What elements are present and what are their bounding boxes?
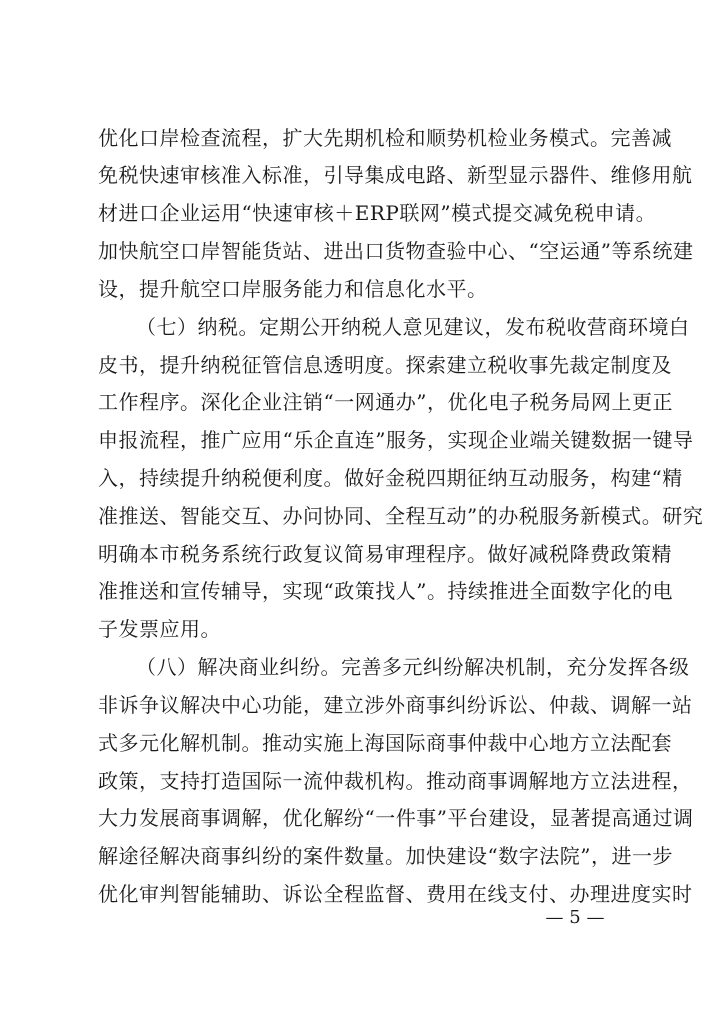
text-line: 设，提升航空口岸服务能力和信息化水平。 (98, 277, 488, 301)
text-line: 入，持续提升纳税便利度。做好金税四期征纳互动服务，构建“精 (98, 466, 683, 490)
section-heading-line: （七）纳税。定期公开纳税人意见建议，发布税收营商环境白 (136, 315, 690, 339)
text-line: 子发票应用。 (98, 617, 221, 641)
text-line: 加快航空口岸智能货站、进出口货物查验中心、“空运通”等系统建 (98, 239, 694, 263)
text-line: 免税快速审核准入标准，引导集成电路、新型显示器件、维修用航 (98, 163, 693, 187)
page-number: — 5 — (545, 907, 605, 928)
text-line: 明确本市税务系统行政复议简易审理程序。做好减税降费政策精 (98, 542, 672, 566)
text-line: 优化口岸检查流程，扩大先期机检和顺势机检业务模式。完善减 (98, 126, 672, 150)
text-line: 皮书，提升纳税征管信息透明度。探索建立税收事先裁定制度及 (98, 353, 672, 377)
text-line: 材进口企业运用“快速审核＋ERP联网”模式提交减免税申请。 (98, 201, 657, 225)
text-line: 申报流程，推广应用“乐企直连”服务，实现企业端关键数据一键导 (98, 428, 694, 452)
text-line: 非诉争议解决中心功能，建立涉外商事纠纷诉讼、仲裁、调解一站 (98, 693, 693, 717)
section-heading-line: （八）解决商业纠纷。完善多元纠纷解决机制，充分发挥各级 (136, 655, 690, 679)
text-line: 政策，支持打造国际一流仲裁机构。推动商事调解地方立法进程， (98, 769, 693, 793)
text-line: 准推送和宣传辅导，实现“政策找人”。持续推进全面数字化的电 (98, 579, 673, 603)
text-line: 工作程序。深化企业注销“一网通办”，优化电子税务局网上更正 (98, 390, 673, 414)
text-line: 式多元化解机制。推动实施上海国际商事仲裁中心地方立法配套 (98, 731, 672, 755)
text-line: 大力发展商事调解，优化解纷“一件事”平台建设，显著提高通过调 (98, 806, 694, 830)
text-line: 解途径解决商事纠纷的案件数量。加快建设“数字法院”，进一步 (98, 844, 673, 868)
text-line: 准推送、智能交互、办问协同、全程互动”的办税服务新模式。研究 (98, 504, 704, 528)
text-line: 优化审判智能辅助、诉讼全程监督、费用在线支付、办理进度实时 (98, 882, 693, 906)
